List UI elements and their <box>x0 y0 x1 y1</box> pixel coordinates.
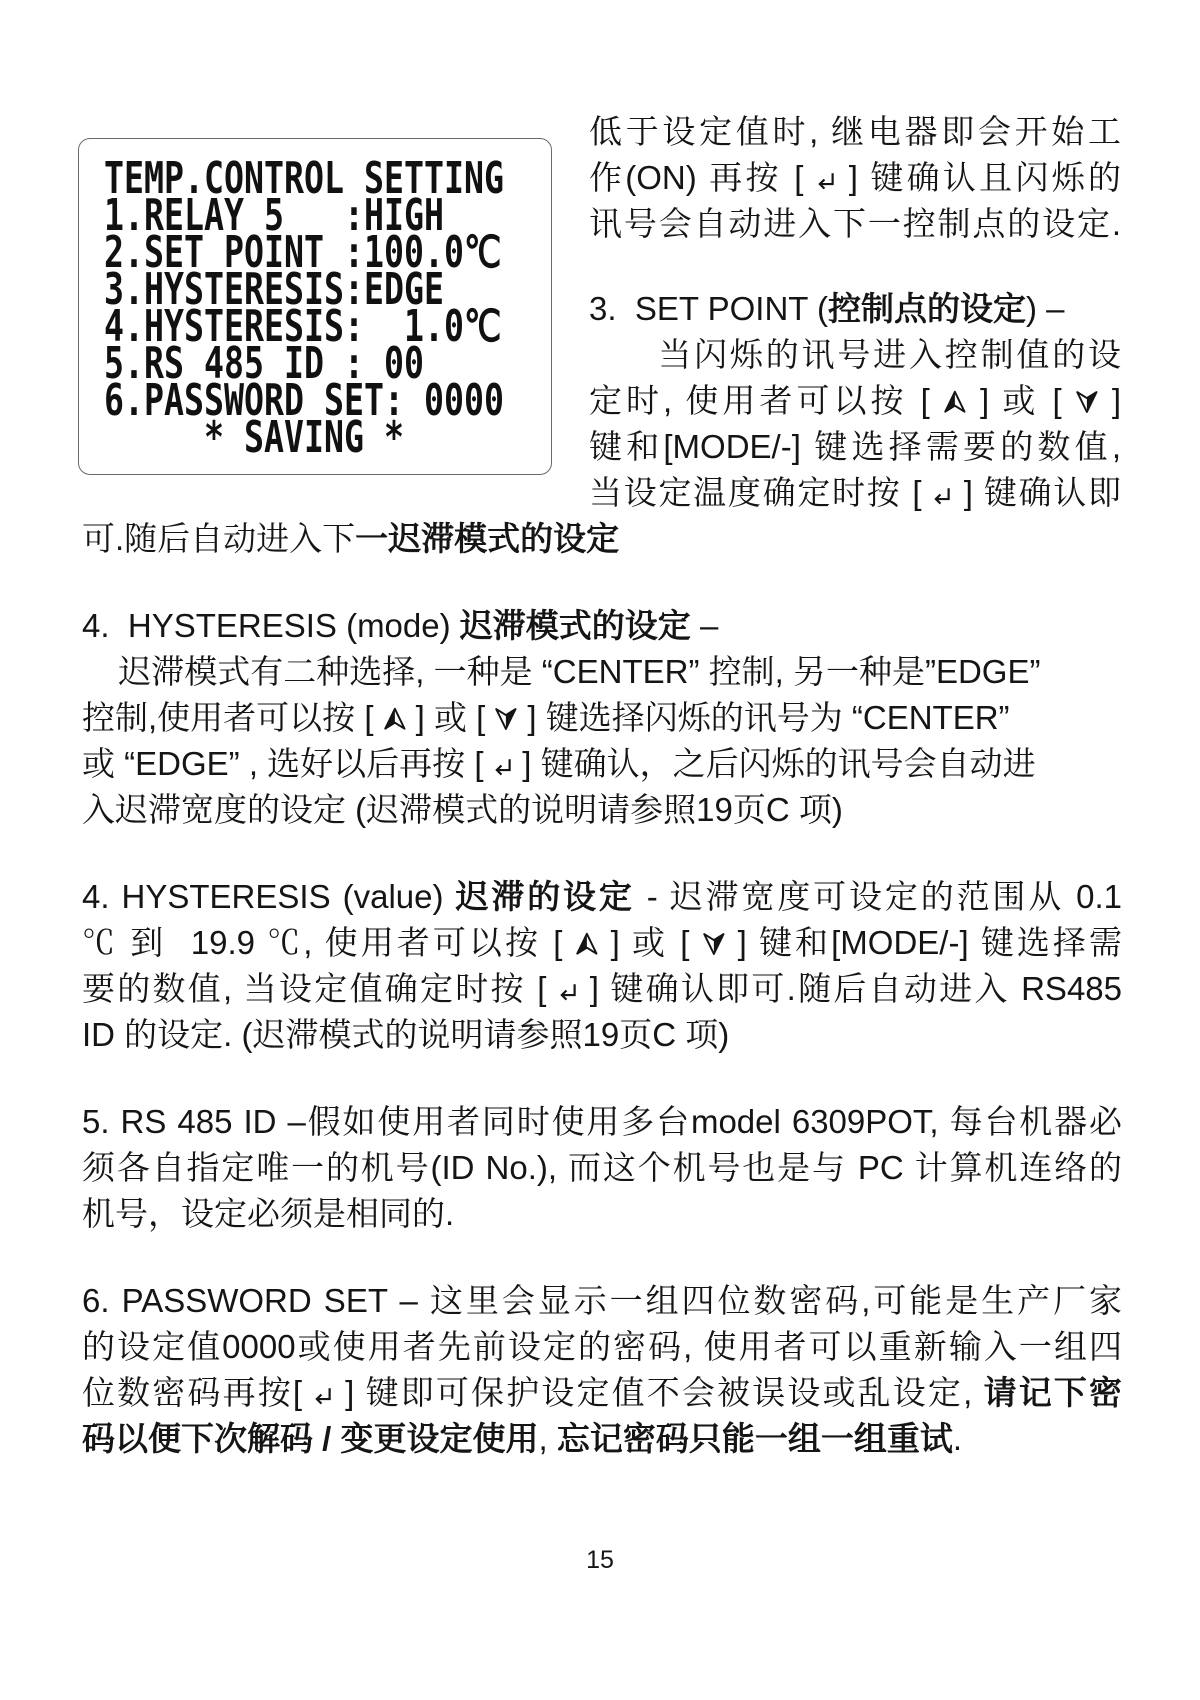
text-line <box>82 741 1122 787</box>
text-line <box>82 1370 1122 1416</box>
text-run: ] 键选择闪烁的讯号为 “CENTER” <box>518 699 1010 736</box>
text-run: 当闪烁的讯号进入控制值的设 <box>658 336 1121 373</box>
bold-text: 迟滞的设定 <box>455 878 635 915</box>
text-run: ] 或 [ <box>406 699 495 736</box>
text-line <box>589 332 1121 378</box>
text-line <box>82 1145 1122 1191</box>
text-line <box>82 516 1122 562</box>
text-run: 位数密码再按[ <box>82 1374 314 1411</box>
down-arrow-icon <box>702 932 726 956</box>
bold-text: 迟滞模式的设定 <box>459 607 691 644</box>
text-run: ] <box>1098 382 1122 419</box>
text-line <box>82 695 1122 741</box>
text-line <box>82 1416 1122 1462</box>
text-run: 3. SET POINT ( <box>589 290 829 327</box>
bold-text: 忘记密码只能一组一组重试 <box>556 1420 953 1457</box>
section-heading <box>82 874 1122 920</box>
section-rs485-id <box>82 1099 1122 1237</box>
text-run: 入迟滞宽度的设定 (迟滞模式的说明请参照19页C 项) <box>82 791 843 828</box>
main-body <box>82 516 1122 1462</box>
bold-text: 请记下密 <box>983 1374 1122 1411</box>
text-run: ID 的设定. (迟滞模式的说明请参照19页C 项) <box>82 1016 730 1053</box>
text-line <box>589 424 1121 470</box>
text-run: 4. HYSTERESIS (mode) <box>82 607 460 644</box>
lcd-line-password: 6.PASSWORD SET: 0000 <box>104 375 505 426</box>
text-run: ] 键确认即可.随后自动进入 RS485 <box>578 970 1123 1007</box>
text-run: 迟滞模式有二种选择, 一种是 “CENTER” 控制, 另一种是”EDGE” <box>118 653 1041 690</box>
text-run: ] 键确认，之后闪烁的讯号会自动进 <box>513 745 1036 782</box>
text-line <box>589 378 1121 424</box>
text-run: 要的数值, 当设定值确定时按 [ <box>82 970 558 1007</box>
down-arrow-icon <box>494 707 518 731</box>
text-line <box>82 1191 1122 1237</box>
lcd-line-relay: 1.RELAY 5 :HIGH <box>104 190 445 241</box>
text-line <box>82 920 1122 966</box>
text-run: 4. HYSTERESIS (value) <box>82 878 456 915</box>
text-run: – <box>690 607 719 644</box>
section-heading <box>82 603 1122 649</box>
text-run: 机号，设定必须是相同的. <box>82 1195 455 1232</box>
text-run: ] 或 [ <box>598 924 702 961</box>
text-run: ℃ 到 19.9 ℃, 使用者可以按 [ <box>82 924 575 961</box>
bold-text: 一迟滞模式的设定 <box>355 520 620 557</box>
bold-text: 码以便下次解码 / 变更设定使用 <box>82 1420 539 1457</box>
text-run: . <box>952 1420 963 1457</box>
text-run: 低于设定值时, 继电器即会开始工 <box>589 113 1121 150</box>
section-hysteresis-mode <box>82 603 1122 833</box>
text-run: ] 键和[MODE/-] 键选择需 <box>725 924 1122 961</box>
text-run: 5. RS 485 ID –假如使用者同时使用多台model 6309POT, 每台机器必 <box>82 1103 1122 1140</box>
text-run: 当设定温度确定时按 [ <box>589 474 933 511</box>
text-line <box>82 1012 1122 1058</box>
page-number: 15 <box>586 1546 614 1574</box>
text-run: 作(ON) 再按 [ <box>589 159 816 196</box>
text-run: 键和[MODE/-] 键选择需要的数值, <box>589 428 1121 465</box>
text-run: ] 或 [ <box>966 382 1075 419</box>
section-heading <box>589 286 1121 332</box>
down-arrow-icon <box>1075 390 1099 414</box>
lcd-line-saving: * SAVING * <box>203 412 404 463</box>
text-run: 6. PASSWORD SET – 这里会显示一组四位数密码,可能是生产厂家 <box>82 1282 1122 1319</box>
text-line <box>82 787 1122 833</box>
text-run: ) – <box>1026 290 1065 327</box>
text-run: 可.随后自动进入下 <box>82 520 356 557</box>
lcd-display <box>78 138 552 475</box>
text-run: ] 键即可保护设定值不会被误设或乱设定, <box>333 1374 984 1411</box>
text-line <box>589 201 1121 247</box>
lcd-line-hysteresis-value: 4.HYSTERESIS: 1.0℃ <box>104 301 502 352</box>
enter-key-icon <box>558 981 578 1001</box>
text-line <box>589 109 1121 155</box>
right-column <box>589 109 1121 516</box>
relay-continuation-paragraph <box>589 109 1121 247</box>
lcd-line-rs485-id: 5.RS 485 ID : 00 <box>104 338 425 389</box>
text-run: 的设定值0000或使用者先前设定的密码, 使用者可以重新输入一组四 <box>82 1328 1122 1365</box>
section-password-set <box>82 1278 1122 1462</box>
enter-key-icon <box>932 485 952 505</box>
up-arrow-icon <box>943 390 967 414</box>
text-run: , <box>538 1420 557 1457</box>
lcd-line-set-point: 2.SET POINT :100.0℃ <box>104 227 502 278</box>
text-run: 讯号会自动进入下一控制点的设定. <box>589 205 1121 242</box>
up-arrow-icon <box>575 932 599 956</box>
section-heading <box>82 1278 1122 1324</box>
text-run: ] 键确认且闪烁的 <box>836 159 1122 196</box>
text-run: ] 键确认即 <box>952 474 1121 511</box>
bold-text: 控制点的设定 <box>828 290 1027 327</box>
text-run: 须各自指定唯一的机号(ID No.), 而这个机号也是与 PC 计算机连络的 <box>82 1149 1122 1186</box>
section-hysteresis-value <box>82 874 1122 1058</box>
text-line <box>82 1324 1122 1370</box>
text-run: - 迟滞宽度可设定的范围从 0.1 <box>634 878 1123 915</box>
text-run: 控制,使用者可以按 [ <box>82 699 383 736</box>
text-line <box>589 470 1121 516</box>
enter-key-icon <box>313 1385 333 1405</box>
enter-key-icon <box>493 756 513 776</box>
enter-key-icon <box>816 170 836 190</box>
text-line <box>589 155 1121 201</box>
text-line <box>82 966 1122 1012</box>
text-run: 定时, 使用者可以按 [ <box>589 382 944 419</box>
lcd-text <box>104 153 505 463</box>
up-arrow-icon <box>383 707 407 731</box>
lcd-line-hysteresis-mode: 3.HYSTERESIS:EDGE <box>104 264 445 315</box>
section-heading <box>82 1099 1122 1145</box>
text-run: 或 “EDGE” , 选好以后再按 [ <box>82 745 493 782</box>
text-line <box>82 649 1122 695</box>
lcd-line-title: TEMP.CONTROL SETTING <box>104 153 505 204</box>
section-set-point <box>589 286 1121 516</box>
